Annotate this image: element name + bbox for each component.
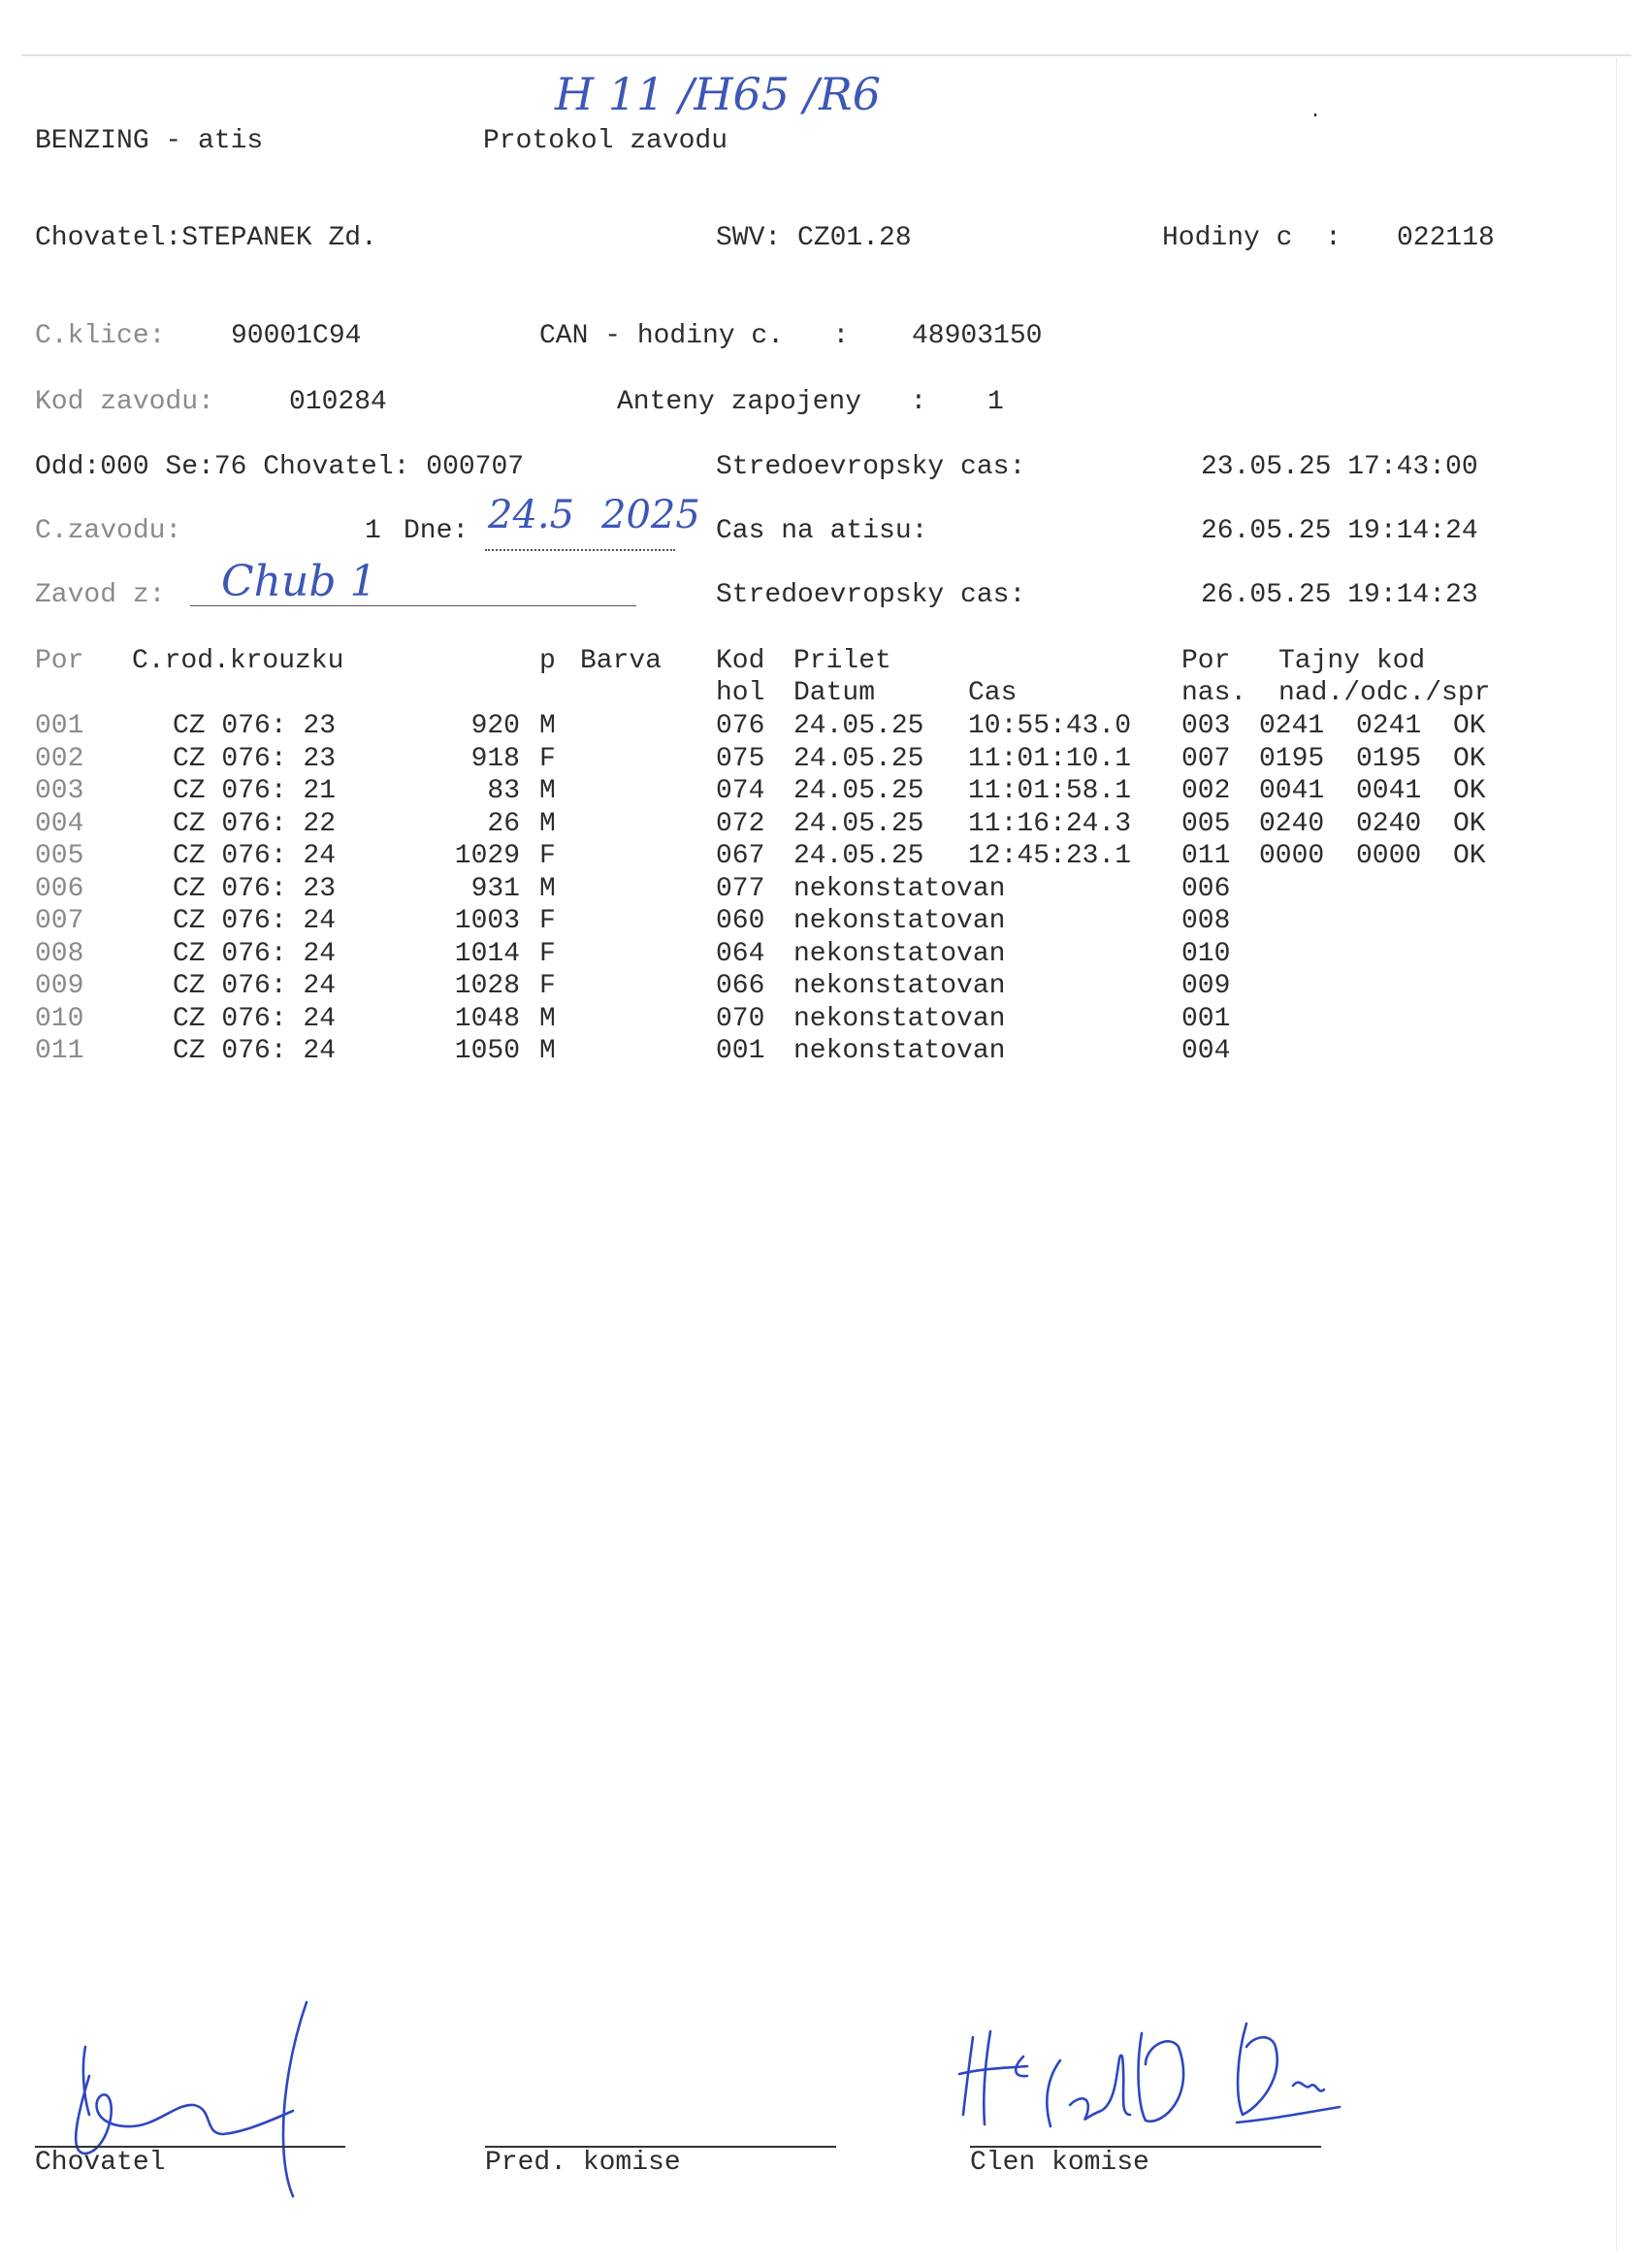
- swv-version: SWV: CZ01.28: [716, 223, 912, 253]
- row-ring: CZ 076: 23: [173, 873, 337, 904]
- row-ring-number: 83: [487, 776, 520, 806]
- member-signature-label: Clen komise: [970, 2148, 1149, 2178]
- antennas-value: 1: [987, 387, 1004, 417]
- breeder-name: Chovatel:STEPANEK Zd.: [35, 223, 377, 253]
- row-por-nas: 003: [1181, 711, 1231, 741]
- row-position: 004: [35, 808, 84, 839]
- row-por-nas: 007: [1181, 743, 1231, 774]
- row-ring-number: 918: [470, 743, 520, 774]
- row-ring-number: 1014: [454, 938, 520, 969]
- col-header-por2: Por: [1181, 646, 1231, 676]
- row-status: OK: [1453, 841, 1486, 871]
- col-header-por: Por: [35, 646, 84, 676]
- col-header-ring: C.rod.krouzku: [132, 646, 344, 676]
- handwritten-date-day: 24.5: [488, 493, 575, 537]
- date-underline: [485, 549, 675, 551]
- row-kod: 075: [716, 743, 765, 774]
- col-header-prilet: Prilet: [793, 646, 891, 676]
- table-row: [0, 841, 1600, 874]
- cet-value-1: 23.05.25 17:43:00: [1201, 452, 1478, 482]
- row-arrival-date: 24.05.25: [793, 841, 924, 871]
- row-code-2: 0041: [1356, 776, 1422, 806]
- row-ring: CZ 076: 24: [173, 971, 337, 1001]
- handwritten-race-from: Chub 1: [221, 557, 377, 606]
- table-row: [0, 971, 1600, 1004]
- table-row: [0, 906, 1600, 939]
- row-arrival-date: 24.05.25: [793, 776, 924, 806]
- row-code-2: 0241: [1356, 711, 1422, 741]
- col-header-kod: Kod: [716, 646, 765, 676]
- scan-edge-top: [21, 54, 1632, 56]
- race-number-label: C.zavodu:: [35, 516, 182, 546]
- row-ring: CZ 076: 24: [173, 938, 337, 969]
- breeder-signature-label: Chovatel: [35, 2148, 166, 2178]
- col-header-datum: Datum: [793, 678, 876, 708]
- clock-label: Hodiny c :: [1162, 223, 1342, 253]
- clock-number: 022118: [1397, 223, 1495, 253]
- row-sex: M: [539, 1003, 556, 1034]
- member-signature: [955, 2018, 1363, 2154]
- table-row: [0, 874, 1600, 907]
- row-ring-number: 931: [470, 873, 520, 904]
- race-from-underline: [190, 605, 636, 606]
- can-value: 48903150: [912, 321, 1043, 351]
- row-ring: CZ 076: 24: [173, 906, 337, 936]
- row-sex: F: [539, 906, 556, 936]
- cet-value-2: 26.05.25 19:14:23: [1201, 580, 1478, 610]
- col-header-sex: p: [539, 646, 556, 676]
- row-kod: 070: [716, 1003, 765, 1034]
- row-arrival-date: 24.05.25: [793, 711, 924, 741]
- row-status: OK: [1453, 743, 1486, 774]
- row-ring: CZ 076: 24: [173, 1036, 337, 1066]
- row-position: 003: [35, 776, 84, 806]
- row-position: 010: [35, 1003, 84, 1034]
- row-kod: 001: [716, 1036, 765, 1066]
- row-status: OK: [1453, 808, 1486, 839]
- row-kod: 066: [716, 971, 765, 1001]
- row-arrival-date: nekonstatovan: [793, 938, 1006, 969]
- row-status: OK: [1453, 776, 1486, 806]
- row-status: OK: [1453, 711, 1486, 741]
- col-header-tajny: Tajny kod: [1278, 646, 1426, 676]
- col-header-nas: nas.: [1181, 678, 1247, 708]
- row-arrival-date: nekonstatovan: [793, 971, 1006, 1001]
- row-arrival-date: nekonstatovan: [793, 906, 1006, 936]
- row-por-nas: 006: [1181, 873, 1231, 904]
- row-arrival-date: 24.05.25: [793, 743, 924, 774]
- row-arrival-time: 11:16:24.3: [968, 808, 1132, 839]
- antennas-label: Anteny zapojeny :: [617, 387, 927, 417]
- col-header-color: Barva: [580, 646, 663, 676]
- table-row: [0, 1036, 1600, 1069]
- row-por-nas: 001: [1181, 1003, 1231, 1034]
- row-por-nas: 004: [1181, 1036, 1231, 1066]
- table-row: [0, 939, 1600, 972]
- row-arrival-time: 12:45:23.1: [968, 841, 1132, 871]
- row-arrival-date: nekonstatovan: [793, 1003, 1006, 1034]
- row-kod: 077: [716, 873, 765, 904]
- row-kod: 064: [716, 938, 765, 969]
- dot-mark: .: [1310, 101, 1322, 123]
- row-sex: M: [539, 711, 556, 741]
- row-arrival-time: 11:01:58.1: [968, 776, 1132, 806]
- row-position: 005: [35, 841, 84, 871]
- row-sex: F: [539, 743, 556, 774]
- row-ring: CZ 076: 22: [173, 808, 337, 839]
- row-arrival-date: nekonstatovan: [793, 1036, 1006, 1066]
- race-code-value: 010284: [289, 387, 387, 417]
- cet-label-1: Stredoevropsky cas:: [716, 452, 1026, 482]
- row-ring-number: 1029: [454, 841, 520, 871]
- table-row: [0, 744, 1600, 777]
- row-ring: CZ 076: 24: [173, 841, 337, 871]
- scan-edge-right: [1616, 58, 1617, 2251]
- col-header-tajny-sub: nad./odc./spr: [1278, 678, 1491, 708]
- row-sex: F: [539, 841, 556, 871]
- row-code-1: 0195: [1259, 743, 1325, 774]
- row-ring-number: 1003: [454, 906, 520, 936]
- row-code-1: 0240: [1259, 808, 1325, 839]
- row-position: 011: [35, 1036, 84, 1066]
- race-number-value: 1: [365, 516, 381, 546]
- row-sex: M: [539, 776, 556, 806]
- row-arrival-date: 24.05.25: [793, 808, 924, 839]
- handwritten-code: H 11 /H65 /R6: [555, 68, 882, 120]
- row-sex: F: [539, 971, 556, 1001]
- race-from-label: Zavod z:: [35, 580, 166, 610]
- row-code-1: 0000: [1259, 841, 1325, 871]
- row-code-2: 0240: [1356, 808, 1422, 839]
- row-arrival-date: nekonstatovan: [793, 873, 1006, 904]
- brand-title: BENZING - atis: [35, 126, 264, 156]
- row-kod: 074: [716, 776, 765, 806]
- row-por-nas: 010: [1181, 938, 1231, 969]
- atis-time-label: Cas na atisu:: [716, 516, 928, 546]
- row-por-nas: 009: [1181, 971, 1231, 1001]
- table-row: [0, 1004, 1600, 1037]
- row-position: 007: [35, 906, 84, 936]
- atis-time-value: 26.05.25 19:14:24: [1201, 516, 1478, 546]
- row-ring-number: 1050: [454, 1036, 520, 1066]
- row-por-nas: 002: [1181, 776, 1231, 806]
- table-row: [0, 711, 1600, 744]
- row-por-nas: 005: [1181, 808, 1231, 839]
- row-position: 002: [35, 743, 84, 774]
- row-ring-number: 26: [487, 808, 520, 839]
- key-value: 90001C94: [231, 321, 362, 351]
- row-kod: 067: [716, 841, 765, 871]
- table-row: [0, 809, 1600, 842]
- row-por-nas: 011: [1181, 841, 1231, 871]
- col-header-hol: hol: [716, 678, 765, 708]
- row-arrival-time: 10:55:43.0: [968, 711, 1132, 741]
- row-kod: 072: [716, 808, 765, 839]
- row-ring-number: 1028: [454, 971, 520, 1001]
- row-kod: 076: [716, 711, 765, 741]
- handwritten-date-year: 2025: [601, 493, 700, 537]
- row-code-1: 0241: [1259, 711, 1325, 741]
- row-ring-number: 1048: [454, 1003, 520, 1034]
- cet-label-2: Stredoevropsky cas:: [716, 580, 1026, 610]
- row-position: 008: [35, 938, 84, 969]
- table-row: [0, 776, 1600, 809]
- col-header-cas: Cas: [968, 678, 1018, 708]
- row-arrival-time: 11:01:10.1: [968, 743, 1132, 774]
- row-ring: CZ 076: 23: [173, 743, 337, 774]
- document-title: Protokol zavodu: [483, 126, 728, 156]
- row-code-2: 0195: [1356, 743, 1422, 774]
- row-sex: M: [539, 1036, 556, 1066]
- row-sex: M: [539, 873, 556, 904]
- race-code-label: Kod zavodu:: [35, 387, 214, 417]
- key-label: C.klice:: [35, 321, 166, 351]
- chair-signature-label: Pred. komise: [485, 2148, 681, 2178]
- section-line: Odd:000 Se:76 Chovatel: 000707: [35, 452, 525, 482]
- row-kod: 060: [716, 906, 765, 936]
- row-code-1: 0041: [1259, 776, 1325, 806]
- row-sex: F: [539, 938, 556, 969]
- row-position: 006: [35, 873, 84, 904]
- can-label: CAN - hodiny c. :: [539, 321, 850, 351]
- row-position: 009: [35, 971, 84, 1001]
- date-label: Dne:: [404, 516, 469, 546]
- row-position: 001: [35, 711, 84, 741]
- row-ring: CZ 076: 23: [173, 711, 337, 741]
- row-por-nas: 008: [1181, 906, 1231, 936]
- row-ring: CZ 076: 21: [173, 776, 337, 806]
- row-ring: CZ 076: 24: [173, 1003, 337, 1034]
- row-code-2: 0000: [1356, 841, 1422, 871]
- row-ring-number: 920: [470, 711, 520, 741]
- row-sex: M: [539, 808, 556, 839]
